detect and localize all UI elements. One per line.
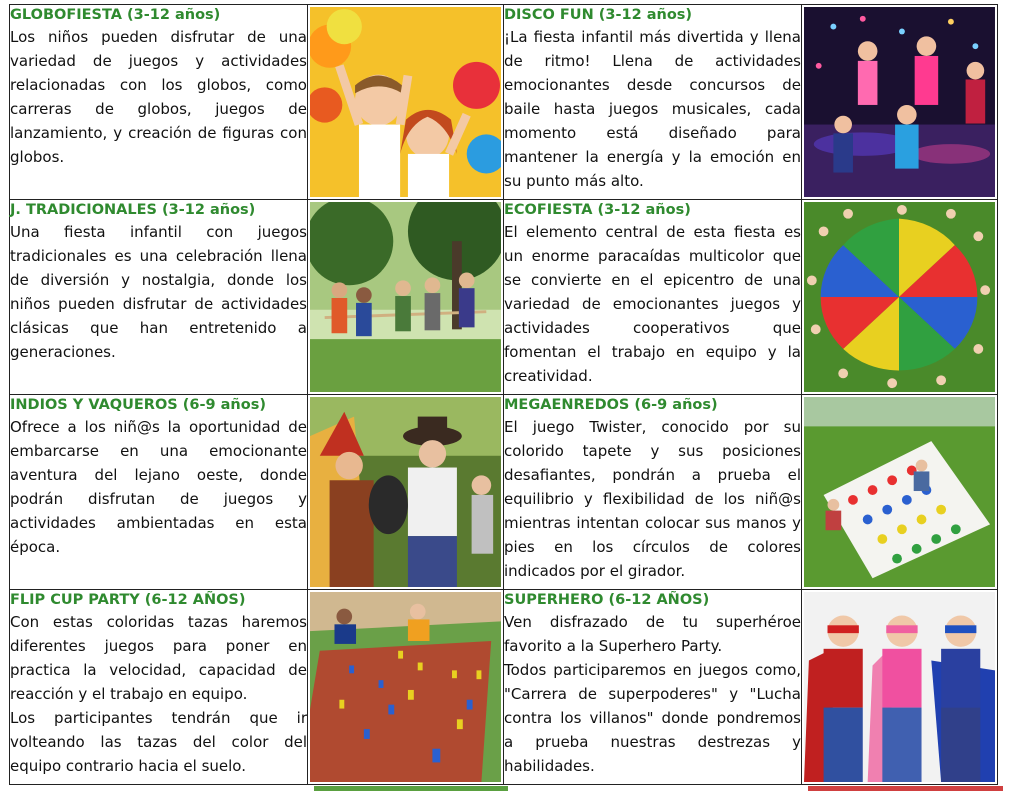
flip-cups-photo [308,590,504,785]
card-title: INDIOS Y VAQUEROS (6-9 años) [10,397,266,413]
card-title: FLIP CUP PARTY (6-12 AÑOS) [10,592,246,608]
twister-photo [802,395,998,590]
card-disco-fun [504,5,802,200]
balloons-kids-photo [308,5,504,200]
card-description: ¡La fiesta infantil más divertida y llena de ritmo! Llena de actividades emocionantes desde concursos de baile hasta juegos musicales, cada momento está diseñado para mantener la energía y la emoción en su punto más alto. [504,28,801,190]
superheroes-photo [802,590,998,785]
card-superhero [504,590,802,785]
card-megaenredos [504,395,802,590]
disco-dance-photo [802,5,998,200]
card-description: Con estas coloridas tazas haremos diferentes juegos para poner en practica la velocidad, capacidad de reacción y el trabajo en equipo. [10,613,307,703]
card-title: ECOFIESTA (3-12 años) [504,202,691,218]
cowboys-photo [308,395,504,590]
card-title: SUPERHERO (6-12 AÑOS) [504,592,710,608]
bottom-color-strip [9,786,1003,791]
parachute-photo [802,200,998,395]
card-flip-cup-party [10,590,308,785]
card-description: Los niños pueden disfrutar de una variedad de juegos y actividades relacionadas con los globos, como carreras de globos, juegos de lanzamiento, y creación de figuras con globos. [10,28,307,166]
card-description: Una fiesta infantil con juegos tradicionales es una celebración llena de diversión y nostalgia, donde los niños pueden disfrutar de actividades clásicas que han entretenido a generaciones. [10,223,307,361]
tug-of-war-photo [308,200,504,395]
card-title: J. TRADICIONALES (3-12 años) [10,202,256,218]
card-title: MEGAENREDOS (6-9 años) [504,397,718,413]
card-description: Ofrece a los niñ@s la oportunidad de embarcarse en una emocionante aventura del lejano oeste, donde podrán disfrutan de juegos y actividades ambientadas en esta época. [10,418,307,556]
card-title: DISCO FUN (3-12 años) [504,7,693,23]
card-indios-y-vaqueros [10,395,308,590]
activities-table [9,4,998,785]
card-globofiesta [10,5,308,200]
card-description: Los participantes tendrán que ir volteando las tazas del color del equipo contrario hacia el suelo. [10,709,307,775]
card-ecofiesta [504,200,802,395]
card-description: El elemento central de esta fiesta es un enorme paracaídas multicolor que se convierte en el epicentro de una variedad de emocionantes juegos y actividades cooperativos que fomentan el trabajo en equipo y la creatividad. [504,223,801,385]
card-description: Ven disfrazado de tu superhéroe favorito a la Superhero Party. [504,613,801,655]
card-title: GLOBOFIESTA (3-12 años) [10,7,221,23]
card-juegos-tradicionales [10,200,308,395]
card-description: Todos participaremos en juegos como, "Carrera de superpoderes" y "Lucha contra los villanos" donde pondremos a prueba nuestras destrezas y habilidades. [504,661,801,775]
card-description: El juego Twister, conocido por su colorido tapete y sus posiciones desafiantes, pondrán a prueba el equilibrio y flexibilidad de los niñ@s mientras intentan colocar sus manos y pies en los círculos de colores indicados por el girador. [504,418,801,580]
